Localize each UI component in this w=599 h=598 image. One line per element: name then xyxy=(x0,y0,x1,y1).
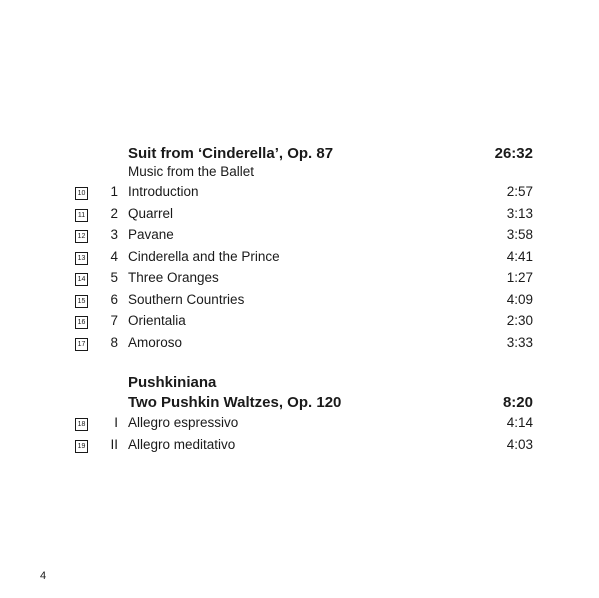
track-duration: 3:33 xyxy=(506,334,533,350)
track-title: Orientalia xyxy=(128,313,186,328)
track-number-box: 16 xyxy=(75,316,88,329)
track-row xyxy=(0,249,599,270)
section-title: Pushkiniana xyxy=(128,374,217,391)
track-duration: 2:57 xyxy=(506,184,533,199)
movement-number: 2 xyxy=(110,205,118,221)
section-title-line-2: Two Pushkin Waltzes, Op. 120 xyxy=(128,394,342,411)
track-number-box: 10 xyxy=(75,187,88,200)
track-duration: 3:58 xyxy=(506,227,533,242)
track-number-box: 12 xyxy=(75,230,88,243)
track-duration: 3:13 xyxy=(506,205,533,221)
movement-number: 5 xyxy=(110,270,118,285)
track-title: Three Oranges xyxy=(128,270,219,285)
track-duration: 4:41 xyxy=(506,248,533,264)
section-subtitle: Music from the Ballet xyxy=(128,164,255,179)
movement-number: 4 xyxy=(110,248,118,264)
track-number-box: 15 xyxy=(75,295,88,308)
movement-number: 1 xyxy=(110,184,118,199)
track-row xyxy=(0,206,599,227)
movement-number: 3 xyxy=(110,227,118,242)
section-total-duration: 26:32 xyxy=(494,145,533,162)
track-number-box: 13 xyxy=(75,252,88,265)
track-row xyxy=(0,437,599,458)
track-row xyxy=(0,184,599,205)
track-duration: 4:03 xyxy=(506,436,533,452)
track-title: Quarrel xyxy=(128,205,174,221)
section-total-duration: 8:20 xyxy=(502,394,533,411)
track-duration: 1:27 xyxy=(506,270,533,285)
track-number-box: 18 xyxy=(75,418,88,431)
page-number: 4 xyxy=(40,570,47,582)
track-title: Allegro meditativo xyxy=(128,436,236,452)
track-title: Amoroso xyxy=(128,334,183,350)
track-number-box: 11 xyxy=(75,209,88,222)
track-title: Introduction xyxy=(128,184,199,199)
track-number-box: 17 xyxy=(75,338,88,351)
track-row xyxy=(0,313,599,334)
track-number-box: 19 xyxy=(75,440,88,453)
track-number-box: 14 xyxy=(75,273,88,286)
movement-number: 7 xyxy=(110,313,118,328)
track-row xyxy=(0,270,599,291)
track-row xyxy=(0,415,599,436)
movement-number: I xyxy=(114,415,118,430)
track-row xyxy=(0,227,599,248)
track-title: Pavane xyxy=(128,227,174,242)
track-title: Southern Countries xyxy=(128,291,245,307)
movement-number: 6 xyxy=(110,291,118,307)
track-duration: 4:09 xyxy=(506,291,533,307)
track-duration: 2:30 xyxy=(506,313,533,328)
movement-number: 8 xyxy=(110,334,118,350)
track-duration: 4:14 xyxy=(506,415,533,430)
track-title: Cinderella and the Prince xyxy=(128,248,280,264)
section-title: Suit from ‘Cinderella’, Op. 87 xyxy=(128,145,334,162)
track-row xyxy=(0,335,599,356)
movement-number: II xyxy=(110,436,118,452)
track-row xyxy=(0,292,599,313)
track-title: Allegro espressivo xyxy=(128,415,239,430)
